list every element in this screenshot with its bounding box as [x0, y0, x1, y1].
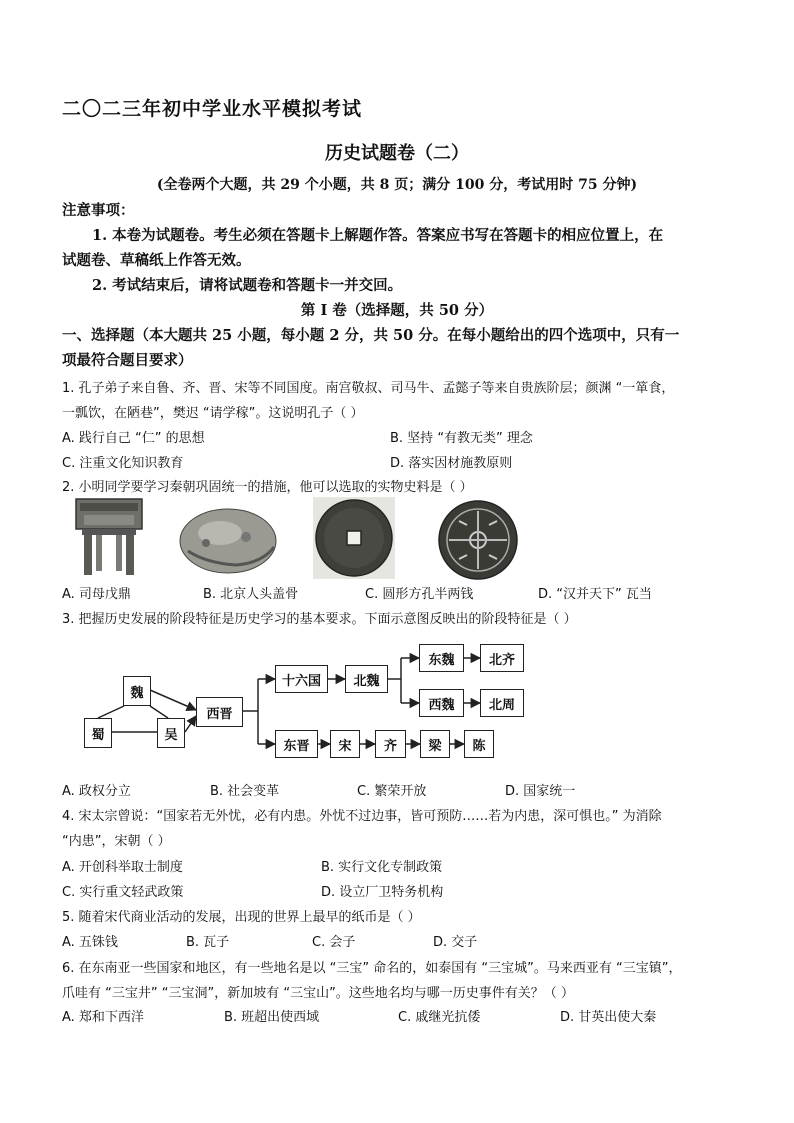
- hanbing-tianxia-tile-image: [437, 499, 519, 581]
- q2-option-b[interactable]: B. 北京人头盖骨: [203, 587, 299, 602]
- notice-heading: 注意事项：: [62, 202, 135, 219]
- q1-option-b[interactable]: B. 坚持 “有教无类” 理念: [390, 431, 533, 446]
- q4-stem: 4. 宋太宗曾说：“国家若无外忧，必有内患。外忧不过边事，皆可预防……若为内患，深可惧也。” 为消除: [62, 809, 662, 824]
- q6-stem-cont: 爪哇有 “三宝井” “三宝洞”，新加坡有 “三宝山”。这些地名均与哪一历史事件有关？（ ）: [62, 986, 574, 1001]
- q5-option-a[interactable]: A. 五铢钱: [62, 935, 118, 950]
- q2-option-a[interactable]: A. 司母戊鼎: [62, 587, 131, 602]
- q3-option-d[interactable]: D. 国家统一: [505, 784, 576, 799]
- q6-stem: 6. 在东南亚一些国家和地区，有一些地名是以 “三宝” 命名的，如泰国有 “三宝城”。马来西亚有 “三宝镇”，: [62, 961, 682, 976]
- q1-stem-cont: 一瓢饮，在陋巷”，樊迟 “请学稼”。这说明孔子（ ）: [62, 406, 364, 421]
- q6-option-a[interactable]: A. 郑和下西洋: [62, 1010, 144, 1025]
- notice-item-2: 2. 考试结束后，请将试题卷和答题卡一并交回。: [92, 277, 403, 294]
- simuwu-ding-image: [74, 497, 144, 577]
- section-instructions-cont: 项最符合题目要求）: [62, 352, 193, 369]
- q3-option-a[interactable]: A. 政权分立: [62, 784, 131, 799]
- q2-stem: 2. 小明同学要学习秦朝巩固统一的措施，他可以选取的实物史料是（ ）: [62, 480, 473, 495]
- q2-option-d[interactable]: D. “汉并天下” 瓦当: [538, 587, 652, 602]
- node-shu: 蜀: [84, 718, 112, 748]
- q6-option-d[interactable]: D. 甘英出使大秦: [560, 1010, 657, 1025]
- q4-option-a[interactable]: A. 开创科举取士制度: [62, 860, 183, 875]
- q6-option-c[interactable]: C. 戚继光抗倭: [398, 1010, 481, 1025]
- notice-item-1: 1. 本卷为试题卷。考生必须在答题卡上解题作答。答案应书写在答题卡的相应位置上，在: [92, 227, 664, 244]
- q4-option-b[interactable]: B. 实行文化专制政策: [321, 860, 443, 875]
- section-instructions: 一、选择题（本大题共 25 小题，每小题 2 分，共 50 分。在每小题给出的四个选项中，只有一: [62, 327, 680, 344]
- q5-option-d[interactable]: D. 交子: [433, 935, 478, 950]
- node-beizhou: 北周: [480, 689, 524, 717]
- q5-option-b[interactable]: B. 瓦子: [186, 935, 230, 950]
- node-chen: 陈: [464, 730, 494, 758]
- q4-option-d[interactable]: D. 设立厂卫特务机构: [321, 885, 444, 900]
- notice-item-1-cont: 试题卷、草稿纸上作答无效。: [62, 252, 251, 269]
- banliang-coin-image: [313, 497, 395, 579]
- q4-stem-cont: “内患”，宋朝（ ）: [62, 834, 171, 849]
- q5-stem: 5. 随着宋代商业活动的发展，出现的世界上最早的纸币是（ ）: [62, 910, 421, 925]
- node-beiqi: 北齐: [480, 644, 524, 672]
- node-beiwei: 北魏: [345, 665, 388, 693]
- q4-option-c[interactable]: C. 实行重文轻武政策: [62, 885, 184, 900]
- node-qi: 齐: [375, 730, 406, 758]
- peking-man-skull-image: [176, 503, 280, 578]
- q2-option-c[interactable]: C. 圆形方孔半两钱: [365, 587, 474, 602]
- section-title: 第 Ⅰ 卷（选择题，共 50 分）: [300, 302, 494, 319]
- q3-option-b[interactable]: B. 社会变革: [210, 784, 280, 799]
- node-song: 宋: [330, 730, 360, 758]
- q1-option-d[interactable]: D. 落实因材施教原则: [390, 456, 513, 471]
- node-xiwei: 西魏: [419, 689, 464, 717]
- paper-title: 历史试题卷（二）: [325, 143, 469, 164]
- q1-option-c[interactable]: C. 注重文化知识教育: [62, 456, 184, 471]
- node-liang: 梁: [420, 730, 450, 758]
- node-wei: 魏: [123, 676, 151, 706]
- q5-option-c[interactable]: C. 会子: [312, 935, 356, 950]
- q6-option-b[interactable]: B. 班超出使西域: [224, 1010, 320, 1025]
- node-shiliuguo: 十六国: [275, 665, 328, 693]
- node-dongwei: 东魏: [419, 644, 464, 672]
- q3-stem: 3. 把握历史发展的阶段特征是历史学习的基本要求。下面示意图反映出的阶段特征是（ ）: [62, 612, 577, 627]
- q3-option-c[interactable]: C. 繁荣开放: [357, 784, 427, 799]
- q1-option-a[interactable]: A. 践行自己 “仁” 的思想: [62, 431, 205, 446]
- q1-stem: 1. 孔子弟子来自鲁、齐、晋、宋等不同国度。南宫敬叔、司马牛、孟懿子等来自贵族阶层；颜渊 “一箪食，: [62, 381, 675, 396]
- node-xijin: 西晋: [196, 697, 243, 727]
- node-wu: 吴: [157, 718, 185, 748]
- node-dongjin: 东晋: [275, 730, 318, 758]
- exam-title: 二〇二三年初中学业水平模拟考试: [62, 98, 363, 120]
- exam-meta: (全卷两个大题，共 29 个小题，共 8 页；满分 100 分，考试用时 75 分钟): [156, 177, 638, 193]
